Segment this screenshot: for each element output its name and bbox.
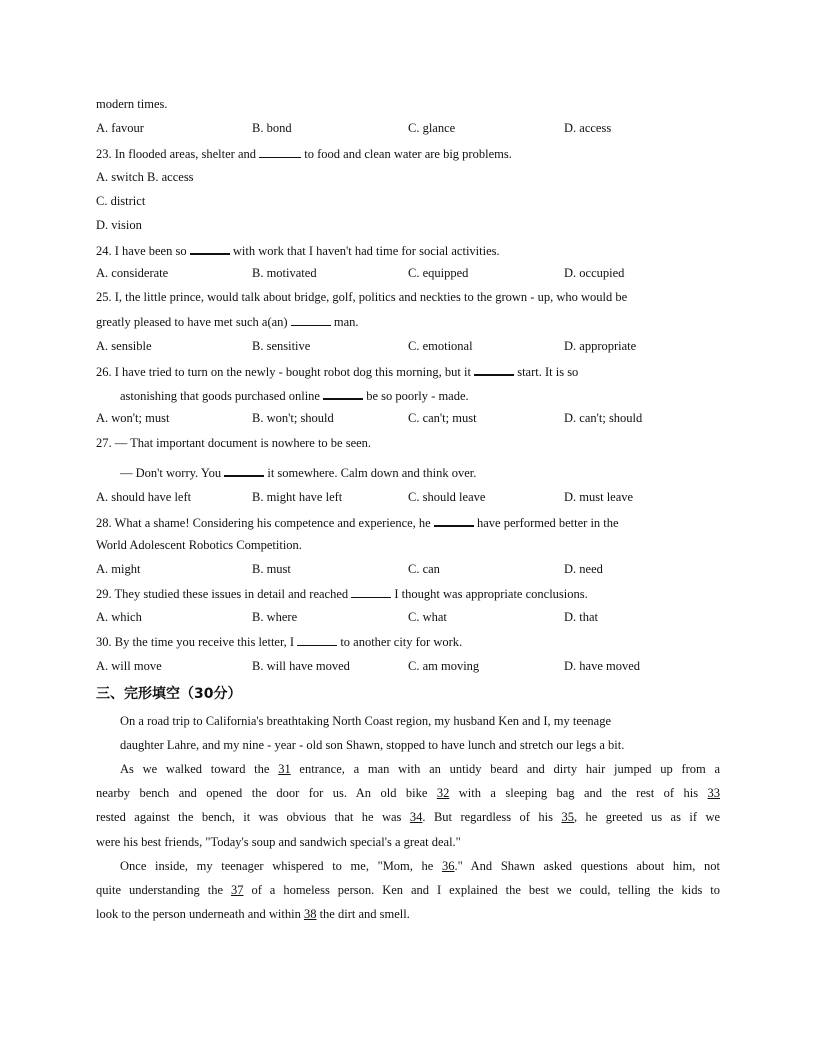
q30-option-a: A. will move: [96, 659, 162, 673]
q25-line2: [96, 313, 359, 330]
cloze-text: entrance, a man with an untidy beard and dirty hair jumped up from a: [299, 762, 721, 776]
section-title: 三、完形填空（30分）: [96, 686, 242, 702]
q30-option-c: C. am moving: [408, 659, 480, 673]
cloze-p2-line1: [96, 757, 720, 781]
q22-option-d: D. access: [564, 121, 612, 135]
cloze-blank-34: 34: [409, 810, 423, 825]
q27-option-a: A. should have left: [96, 490, 192, 504]
q27-option-d: D. must leave: [564, 490, 634, 504]
cloze-text: . But regardless of his: [422, 810, 553, 825]
q23-after: to food and clean water are big problems.: [304, 147, 512, 161]
cloze-p3-line1: [96, 854, 720, 878]
cloze-blank-35: 35: [561, 810, 574, 825]
cloze-paragraph-3: [96, 854, 720, 927]
cloze-blank-37: 37: [230, 883, 244, 898]
q25-before: greatly pleased to have met such a(an): [96, 315, 288, 329]
q26-blank-2: [323, 386, 363, 400]
q24-option-d: D. occupied: [564, 266, 625, 280]
q29-option-c: C. what: [408, 610, 447, 624]
q24-blank: [190, 241, 230, 255]
q24-option-b: B. motivated: [252, 266, 317, 280]
q22-option-b: B. bond: [252, 121, 292, 135]
q30-option-d: D. have moved: [564, 659, 641, 673]
q25-line1: 25. I, the little prince, would talk about bridge, golf, politics and neckties to the grown - up, who would be: [96, 290, 628, 304]
cloze-blank-32: 32: [436, 786, 450, 801]
q29-after: I thought was appropriate conclusions.: [394, 587, 588, 601]
cloze-text: nearby bench and opened the door for us. An old bike: [96, 786, 428, 801]
q27-line1: 27. — That important document is nowhere to be seen.: [96, 436, 372, 450]
cloze-text: , he greeted us as if we: [573, 810, 721, 825]
q26-after2: be so poorly - made.: [366, 389, 469, 403]
q25-option-a: A. sensible: [96, 339, 152, 353]
q24-before: 24. I have been so: [96, 244, 187, 258]
cloze-text: As we walked toward the: [120, 762, 270, 776]
q23-blank: [259, 145, 301, 158]
q22-tail: modern times.: [96, 97, 168, 111]
cloze-blank-36: 36: [441, 859, 455, 873]
q24-after: with work that I haven't had time for social activities.: [232, 244, 500, 258]
cloze-p2-line3: [96, 805, 720, 829]
q23-stem: [96, 145, 512, 162]
q23-option-d: D. vision: [96, 218, 142, 232]
cloze-text: look to the person underneath and within: [96, 907, 301, 922]
q28-option-b: B. must: [252, 562, 291, 576]
q22-option-c: C. glance: [408, 121, 456, 135]
q23-option-ab: A. switch B. access: [96, 170, 194, 184]
q26-mid: start. It is so: [517, 365, 579, 379]
q27-before: — Don't worry. You: [120, 466, 222, 480]
q26-option-a: A. won't; must: [96, 411, 170, 425]
q24-option-a: A. considerate: [96, 266, 169, 280]
q28-before: 28. What a shame! Considering his competence and experience, he: [96, 516, 431, 530]
q28-after: have performed better in the: [476, 516, 619, 530]
q29-option-b: B. where: [252, 610, 298, 624]
q29-before: 29. They studied these issues in detail and reached: [96, 587, 349, 601]
cloze-text: with a sleeping bag and the rest of his: [458, 786, 699, 801]
q25-option-c: C. emotional: [408, 339, 473, 353]
q27-after: it somewhere. Calm down and think over.: [267, 466, 477, 480]
cloze-p3-line3: [96, 902, 720, 926]
cloze-p1-line1: On a road trip to California's breathtaking North Coast region, my husband Ken and I, my teenage: [120, 714, 612, 728]
cloze-blank-38: 38: [303, 907, 317, 922]
q28-option-d: D. need: [564, 562, 603, 576]
q28-line1: [96, 513, 619, 531]
q29-option-a: A. which: [96, 610, 142, 624]
q27-blank: [224, 463, 264, 477]
cloze-text: Once inside, my teenager whispered to me, "Mom, he: [120, 859, 434, 873]
q28-option-a: A. might: [96, 562, 141, 576]
cloze-blank-33: 33: [707, 786, 721, 801]
q30-option-b: B. will have moved: [252, 659, 350, 673]
q30-before: 30. By the time you receive this letter, I: [96, 635, 295, 649]
q27-option-c: C. should leave: [408, 490, 486, 504]
q30-after: to another city for work.: [340, 635, 463, 649]
cloze-text: the dirt and smell.: [319, 907, 410, 922]
cloze-text: of a homeless person. Ken and I explained the best we could, telling the kids to: [251, 883, 721, 898]
q24-stem: [96, 241, 500, 259]
cloze-text: ." And Shawn asked questions about him, not: [454, 859, 721, 873]
cloze-p2-line4: were his best friends, "Today's soup and sandwich special's a great deal.": [96, 834, 461, 849]
q24-option-c: C. equipped: [408, 266, 469, 280]
cloze-text: quite understanding the: [96, 883, 223, 898]
q30-stem: [96, 633, 462, 650]
q26-before: 26. I have tried to turn on the newly - bought robot dog this morning, but it: [96, 365, 471, 379]
q27-option-b: B. might have left: [252, 490, 343, 504]
q26-option-d: D. can't; should: [564, 411, 643, 425]
q28-line2: World Adolescent Robotics Competition.: [96, 538, 302, 552]
q26-blank-1: [474, 362, 514, 376]
q23-option-c: C. district: [96, 194, 146, 208]
cloze-blank-31: 31: [278, 762, 291, 776]
cloze-p2-line2: [96, 781, 720, 805]
q22-option-a: A. favour: [96, 121, 144, 135]
q29-option-d: D. that: [564, 610, 599, 624]
q29-blank: [351, 585, 391, 598]
q25-blank: [291, 313, 331, 326]
q25-option-d: D. appropriate: [564, 339, 637, 353]
cloze-paragraph-1: [96, 709, 720, 757]
q26-before2: astonishing that goods purchased online: [120, 389, 320, 403]
q30-blank: [297, 633, 337, 646]
q27-line2: [120, 463, 476, 481]
q26-line1: [96, 362, 578, 380]
cloze-p3-line2: [96, 878, 720, 902]
cloze-text: rested against the bench, it was obvious that he was: [96, 810, 402, 825]
q26-option-c: C. can't; must: [408, 411, 477, 425]
q26-option-b: B. won't; should: [252, 411, 334, 425]
q28-blank: [434, 513, 474, 527]
q25-after: man.: [333, 315, 359, 329]
cloze-paragraph-2: [96, 757, 720, 854]
q25-option-b: B. sensitive: [252, 339, 311, 353]
q26-line2: [120, 386, 469, 404]
q23-before: 23. In flooded areas, shelter and: [96, 147, 257, 161]
cloze-p1-line2: daughter Lahre, and my nine - year - old son Shawn, stopped to have lunch and stretch our legs a bit.: [120, 738, 625, 753]
q28-option-c: C. can: [408, 562, 440, 576]
q29-stem: [96, 585, 588, 602]
